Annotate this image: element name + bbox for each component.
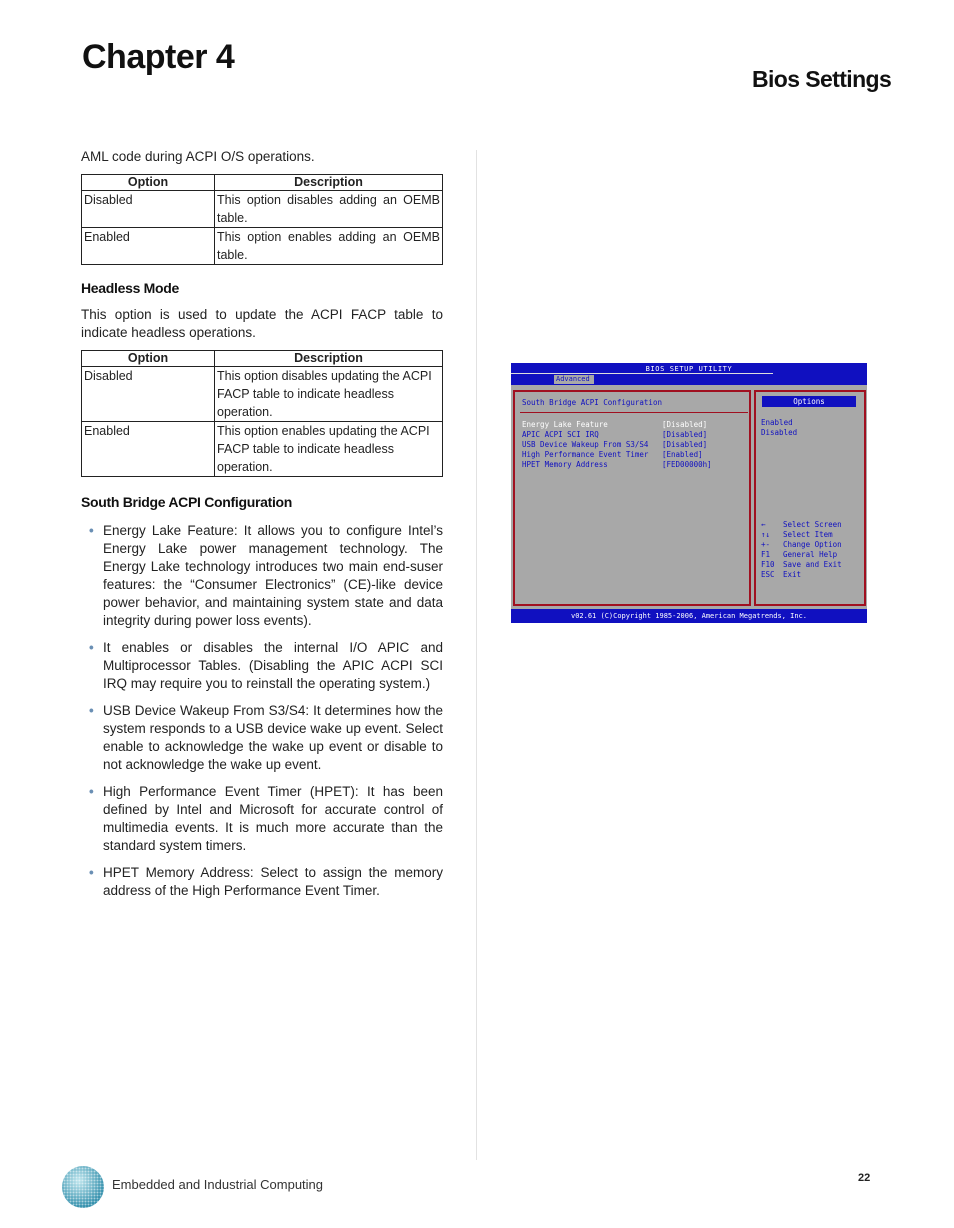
- list-item: [81, 702, 443, 774]
- bios-item-value: [Disabled]: [662, 440, 708, 449]
- bios-title-bar: [511, 363, 867, 385]
- company-logo-icon: [60, 1164, 106, 1210]
- bullet-icon: •: [89, 640, 94, 655]
- bios-option-disabled[interactable]: Disabled: [761, 428, 798, 437]
- bios-item-hpet[interactable]: [522, 450, 703, 460]
- bios-title-line: [511, 373, 773, 374]
- description-cell: This option enables updating the ACPI FACP table to indicate headless operation.: [215, 422, 443, 477]
- description-cell: This option disables updating the ACPI FACP table to indicate headless operation.: [215, 367, 443, 422]
- option-cell: Enabled: [82, 228, 215, 265]
- bios-item-usb-wakeup[interactable]: [522, 440, 708, 450]
- description-cell: This option disables adding an OEMB table.: [215, 191, 443, 228]
- bios-tab-advanced[interactable]: Advanced: [554, 375, 594, 384]
- column-header-option: Option: [82, 351, 215, 367]
- list-item-text: High Performance Event Timer (HPET): It has been defined by Intel and Microsoft for accurate control of multimedia events. It is much more accurate than the standard system timers.: [103, 784, 443, 853]
- bios-key: ESC: [761, 570, 775, 579]
- footer-text: Embedded and Industrial Computing: [112, 1177, 324, 1192]
- bullet-icon: •: [89, 784, 94, 799]
- bios-title: BIOS SETUP UTILITY: [645, 365, 733, 373]
- column-divider: [476, 150, 477, 1160]
- bios-key: ↑↓: [761, 530, 771, 539]
- headless-mode-heading: Headless Mode: [81, 280, 180, 296]
- headless-mode-text: This option is used to update the ACPI FACP table to indicate headless operations.: [81, 307, 443, 340]
- bios-key-desc: General Help: [783, 550, 838, 559]
- option-cell: Disabled: [82, 367, 215, 422]
- table-row: [82, 422, 443, 477]
- bios-key-hint: [761, 570, 802, 580]
- bios-key: ←: [761, 520, 766, 529]
- bullet-icon: •: [89, 523, 94, 538]
- bios-key: F10: [761, 560, 775, 569]
- bios-separator: [520, 412, 748, 413]
- list-item: [81, 783, 443, 855]
- bios-key-desc: Save and Exit: [783, 560, 842, 569]
- bios-screenshot: [511, 363, 867, 623]
- bios-key-desc: Select Item: [783, 530, 833, 539]
- bios-item-label: HPET Memory Address: [522, 460, 608, 469]
- option-cell: Disabled: [82, 191, 215, 228]
- table-header-row: [82, 175, 443, 191]
- bios-copyright-footer: v02.61 (C)Copyright 1985-2006, American Megatrends, Inc.: [511, 609, 867, 623]
- bios-item-value: [Disabled]: [662, 420, 708, 429]
- bios-item-value: [FED00000h]: [662, 460, 712, 469]
- bullet-icon: •: [89, 865, 94, 880]
- bios-item-label: USB Device Wakeup From S3/S4: [522, 440, 649, 449]
- section-title: Bios Settings: [752, 66, 892, 92]
- list-item-text: USB Device Wakeup From S3/S4: It determines how the system responds to a USB device wake up event. Select enable to acknowledge the wake up event or disable to not acknowledge the wake up event.: [103, 703, 443, 772]
- list-item: [81, 522, 443, 630]
- list-item-text: HPET Memory Address: Select to assign the memory address of the High Performance Event Timer.: [103, 865, 443, 898]
- table-header-row: [82, 351, 443, 367]
- bios-main-panel: [513, 390, 751, 606]
- bios-item-apic-acpi[interactable]: [522, 430, 708, 440]
- bios-item-label: High Performance Event Timer: [522, 450, 649, 459]
- bios-help-panel: [754, 390, 866, 606]
- bios-key-desc: Exit: [783, 570, 802, 579]
- bios-key: +-: [761, 540, 771, 549]
- bios-section-title: South Bridge ACPI Configuration: [522, 398, 662, 407]
- chapter-title: Chapter 4: [82, 38, 235, 76]
- list-item-text: Energy Lake Feature: It allows you to configure Intel’s Energy Lake power management technology. The Energy Lake technology introduces two main end-suser features: the “Consumer Electronics” (CE)-like device power behavior, and maintaining system state and data integrity during power loss events).: [103, 523, 443, 628]
- intro-text: AML code during ACPI O/S operations.: [81, 149, 315, 164]
- bios-option-enabled[interactable]: Enabled: [761, 418, 793, 427]
- bios-key-desc: Select Screen: [783, 520, 842, 529]
- south-bridge-heading: South Bridge ACPI Configuration: [81, 494, 293, 510]
- bios-item-energy-lake[interactable]: [522, 420, 708, 430]
- bios-key: F1: [761, 550, 771, 559]
- list-item: [81, 864, 443, 900]
- options-table-headless: [81, 350, 443, 477]
- column-header-description: Description: [215, 175, 443, 191]
- bios-key-hint: [761, 550, 838, 560]
- bios-item-label: Energy Lake Feature: [522, 420, 608, 429]
- bios-item-value: [Disabled]: [662, 430, 708, 439]
- bios-key-hint: [761, 560, 842, 570]
- bios-item-label: APIC ACPI SCI IRQ: [522, 430, 599, 439]
- bios-key-hint: [761, 530, 833, 540]
- bios-options-header: Options: [762, 396, 856, 407]
- bios-key-desc: Change Option: [783, 540, 842, 549]
- bios-key-hint: [761, 520, 842, 530]
- table-row: [82, 367, 443, 422]
- bios-item-hpet-address[interactable]: [522, 460, 712, 470]
- option-cell: Enabled: [82, 422, 215, 477]
- page-number: 22: [858, 1172, 871, 1184]
- south-bridge-list: [81, 522, 443, 909]
- column-header-description: Description: [215, 351, 443, 367]
- description-cell: This option enables adding an OEMB table.: [215, 228, 443, 265]
- list-item-text: It enables or disables the internal I/O APIC and Multiprocessor Tables. (Disabling the APIC ACPI SCI IRQ may require you to reinstall the operating system.): [103, 640, 443, 691]
- table-row: [82, 228, 443, 265]
- options-table-oemb: [81, 174, 443, 265]
- column-header-option: Option: [82, 175, 215, 191]
- list-item: [81, 639, 443, 693]
- bullet-icon: •: [89, 703, 94, 718]
- table-row: [82, 191, 443, 228]
- bios-item-value: [Enabled]: [662, 450, 703, 459]
- bios-key-hint: [761, 540, 842, 550]
